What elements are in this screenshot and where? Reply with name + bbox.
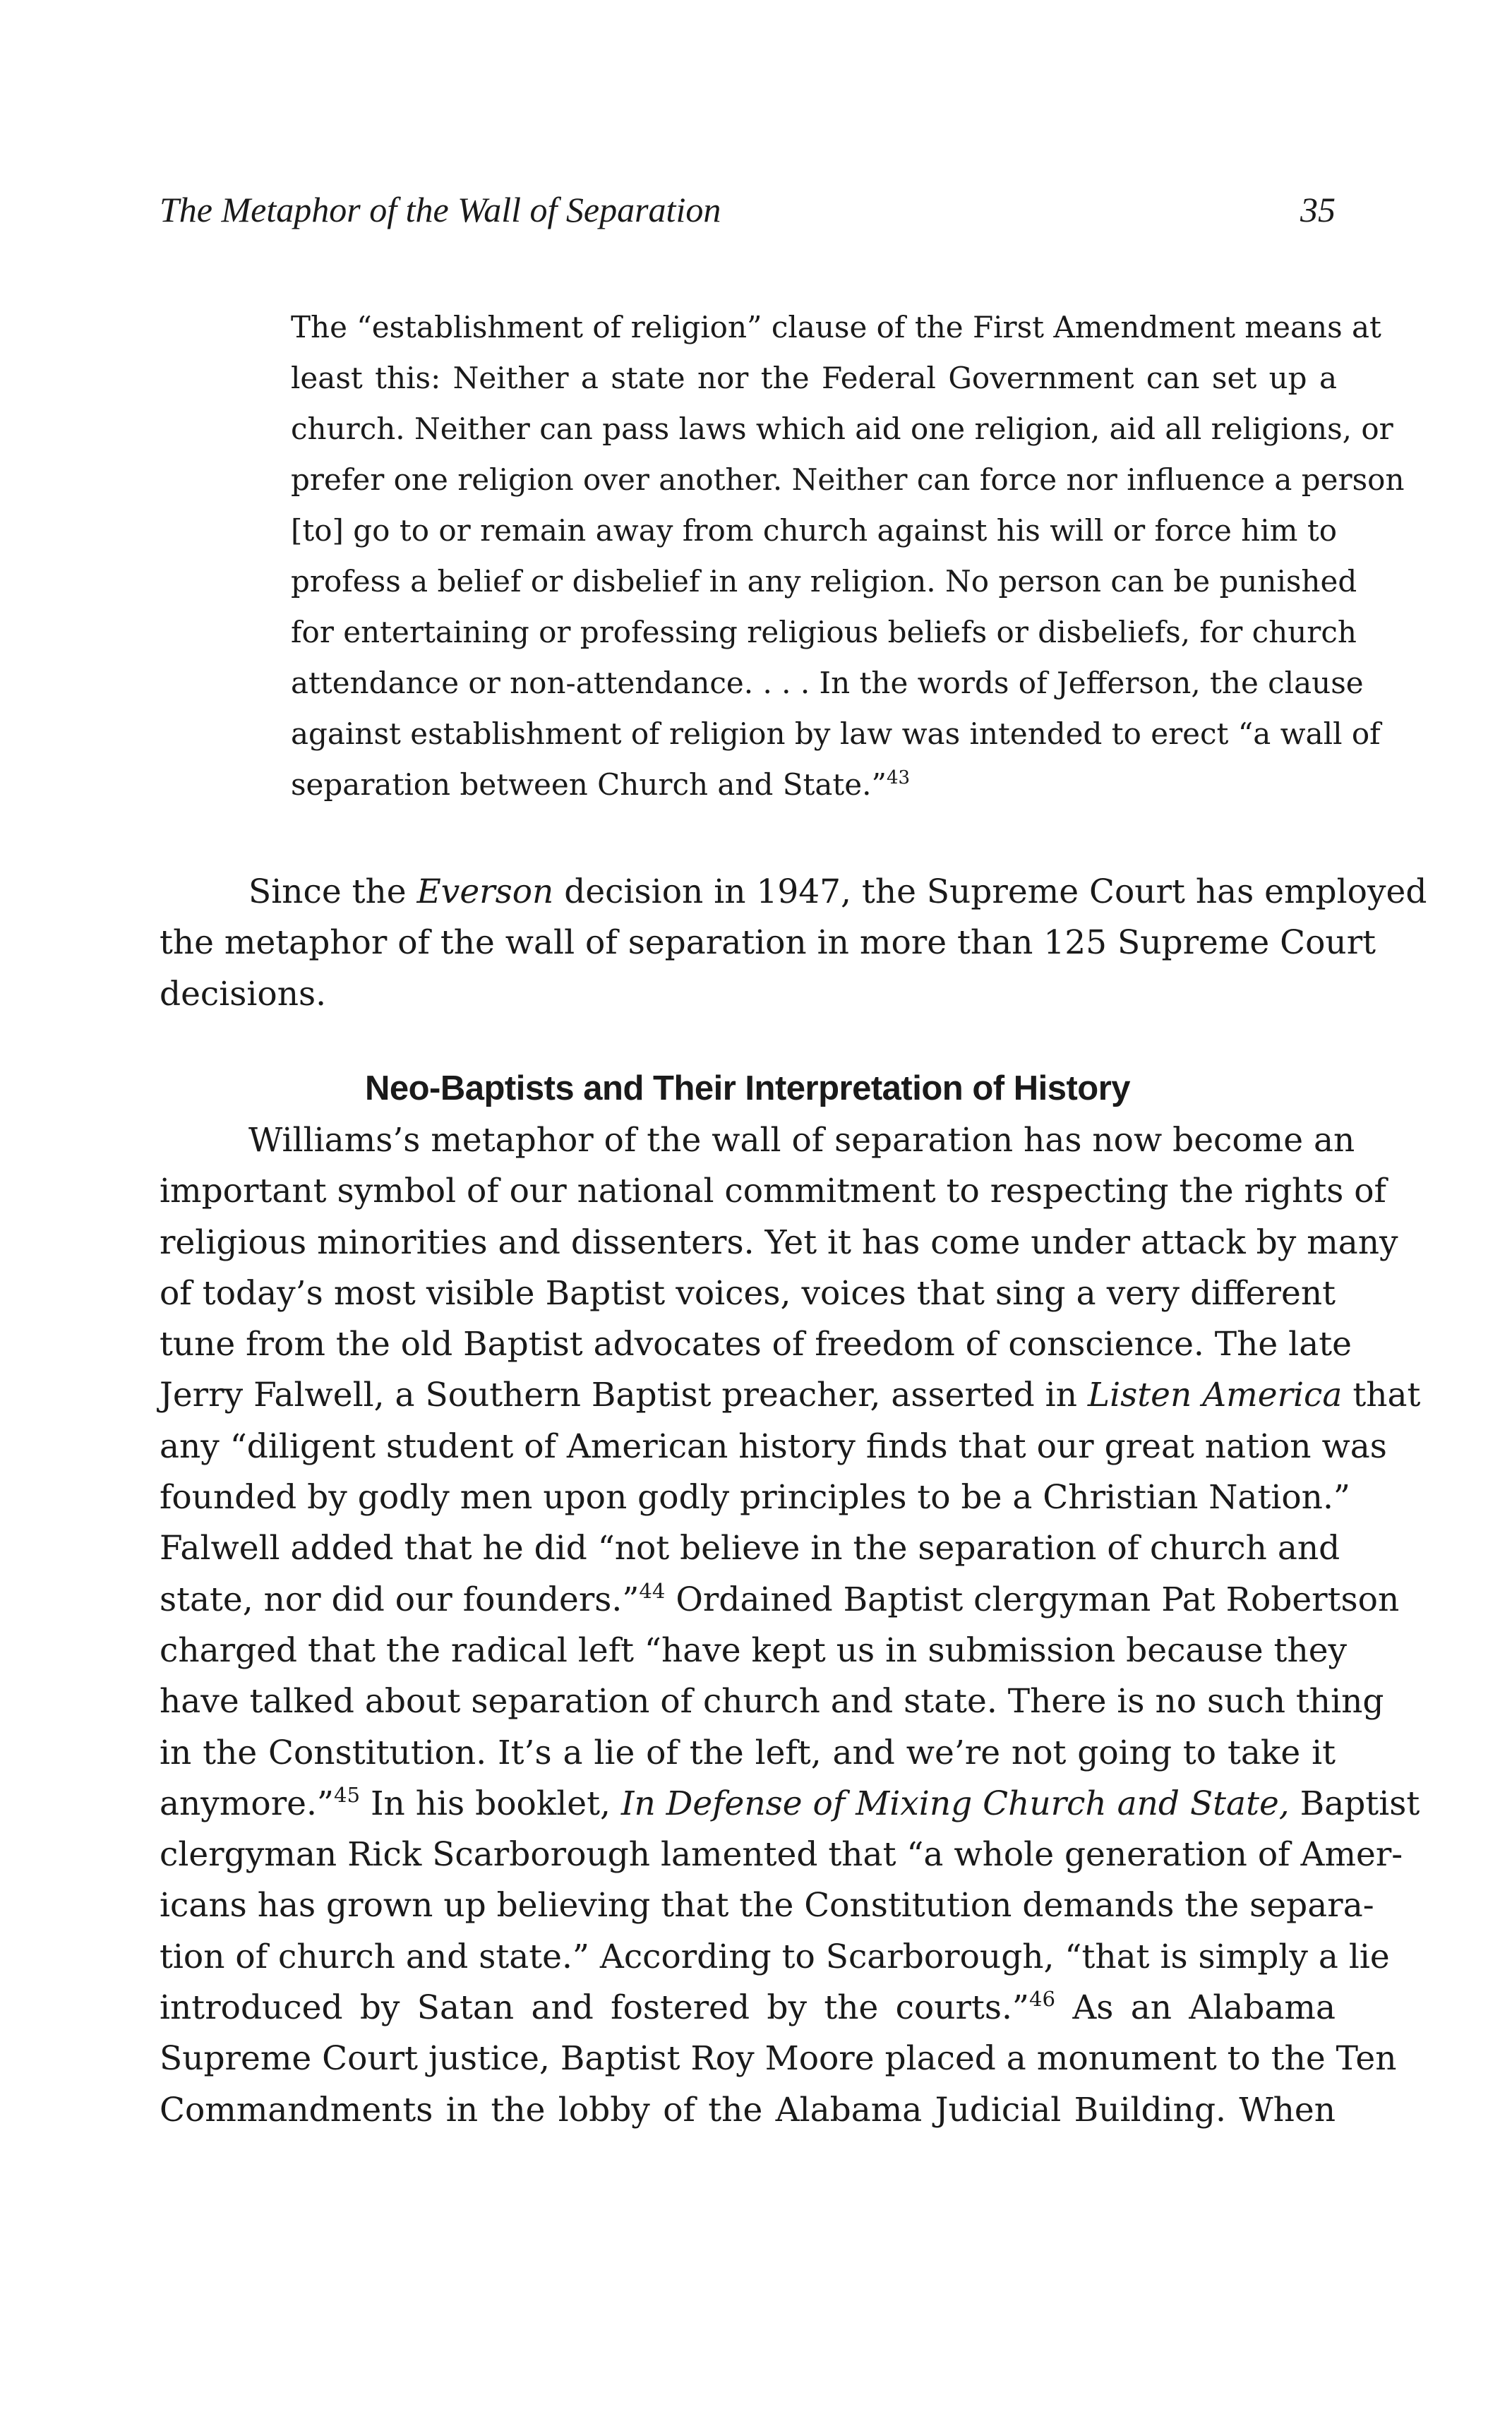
paragraph-line: Williams’s metaphor of the wall of separation has now become an — [248, 1121, 1355, 1160]
paragraph-line: of today’s most visible Baptist voices, voices that sing a very different — [160, 1273, 1336, 1313]
paragraph-line: icans has grown up believing that the Constitution demands the separa- — [160, 1886, 1374, 1926]
paragraph-line: Supreme Court justice, Baptist Roy Moore placed a monument to the Ten — [160, 2039, 1397, 2079]
paragraph-line: clergyman Rick Scarborough lamented that “a whole generation of Amer- — [160, 1835, 1403, 1875]
footnote-ref-44: 44 — [639, 1578, 666, 1603]
paragraph-line: have talked about separation of church and state. There is no such thing — [160, 1682, 1384, 1722]
quote-line-last — [291, 759, 1337, 810]
paragraph-line: important symbol of our national commitment to respecting the rights of — [160, 1172, 1386, 1211]
paragraph-line: tune from the old Baptist advocates of freedom of conscience. The late — [160, 1325, 1352, 1364]
running-head — [160, 185, 1352, 234]
quote-line: prefer one religion over another. Neither can force nor influence a person — [291, 462, 1405, 497]
paragraph-line — [160, 1779, 1420, 1830]
quote-line: against establishment of religion by law was intended to erect “a wall of — [291, 716, 1381, 751]
line-text: introduced by Satan and fostered by the courts.” — [160, 1988, 1029, 2028]
quote-text: separation between Church and State.” — [291, 767, 887, 802]
quote-line: attendance or non-attendance. . . . In the words of Jefferson, the clause — [291, 666, 1364, 700]
booklet-title-italic: In Defense of Mixing Church and State, — [620, 1784, 1290, 1823]
paragraph-line — [160, 1575, 1400, 1626]
paragraph-everson — [160, 867, 1427, 1020]
paragraph-neo-baptists — [160, 1115, 1421, 2136]
footnote-ref-46: 46 — [1028, 1986, 1056, 2011]
line-text: In his booklet, — [360, 1784, 621, 1823]
line-text: Since the — [248, 872, 417, 911]
paragraph-line: decisions. — [160, 974, 327, 1014]
paragraph-line: tion of church and state.” According to Scarborough, “that is simply a lie — [160, 1937, 1390, 1976]
paragraph-line: Commandments in the lobby of the Alabama Judicial Building. When — [160, 2090, 1336, 2129]
quote-line: profess a belief or disbelief in any religion. No person can be punished — [291, 564, 1357, 599]
footnote-ref-43: 43 — [886, 767, 911, 788]
paragraph-line — [160, 1370, 1421, 1421]
section-heading: Neo-Baptists and Their Interpretation of History — [364, 1069, 1131, 1107]
block-quote — [291, 302, 1405, 810]
running-title: The Metaphor of the Wall of Separation — [160, 190, 721, 229]
footnote-ref-45: 45 — [333, 1782, 361, 1807]
quote-line: for entertaining or professing religious beliefs or disbeliefs, for church — [291, 615, 1357, 649]
line-text: state, nor did our founders.” — [160, 1580, 640, 1619]
line-text: As an Alabama — [1055, 1988, 1336, 2028]
paragraph-line: in the Constitution. It’s a lie of the left, and we’re not going to take it — [160, 1733, 1336, 1772]
paragraph-line: founded by godly men upon godly principles to be a Christian Nation.” — [160, 1478, 1350, 1518]
paragraph-line: the metaphor of the wall of separation in more than 125 Supreme Court — [160, 923, 1376, 963]
quote-line: least this: Neither a state nor the Federal Government can set up a — [291, 361, 1337, 395]
paragraph-line — [160, 867, 1427, 918]
book-title-italic: Listen America — [1087, 1376, 1343, 1415]
paragraph-line: religious minorities and dissenters. Yet it has come under attack by many — [160, 1222, 1398, 1262]
page-number: 35 — [1300, 190, 1336, 229]
line-text: Ordained Baptist clergyman Pat Robertson — [665, 1580, 1400, 1619]
line-text: decision in 1947, the Supreme Court has employed — [553, 872, 1427, 911]
paragraph-line: Falwell added that he did “not believe in the separation of church and — [160, 1529, 1340, 1568]
paragraph-line: charged that the radical left “have kept us in submission because they — [160, 1630, 1348, 1670]
line-text: anymore.” — [160, 1784, 334, 1823]
quote-line: church. Neither can pass laws which aid one religion, aid all religions, or — [291, 411, 1393, 446]
paragraph-line — [160, 1983, 1336, 2033]
line-text: that — [1342, 1376, 1421, 1415]
paragraph-line: any “diligent student of American history finds that our great nation was — [160, 1426, 1387, 1466]
line-text: Baptist — [1289, 1784, 1420, 1823]
quote-line: [to] go to or remain away from church against his will or force him to — [291, 513, 1337, 548]
quote-line: The “establishment of religion” clause of the First Amendment means at — [291, 310, 1381, 344]
line-text: Jerry Falwell, a Southern Baptist preacher, asserted in — [160, 1376, 1088, 1415]
case-name-italic: Everson — [416, 872, 554, 911]
